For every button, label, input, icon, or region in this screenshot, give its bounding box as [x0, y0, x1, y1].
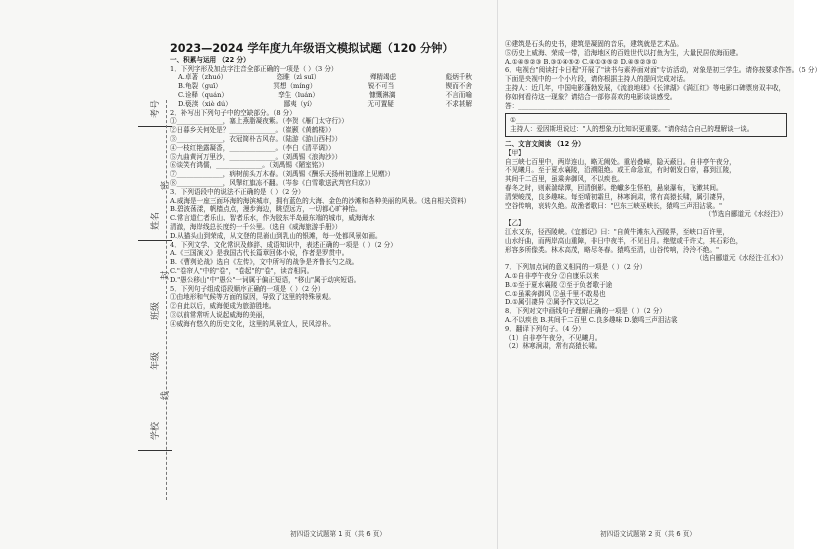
q1-opt: 锐不可当 [367, 82, 395, 91]
q6-line: 主持人：近几年，中国电影蓬勃发展，《流浪地球》《长津湖》《满江红》等电影口碑票房双丰收， [505, 83, 786, 92]
page-2-footer: 初四语文试题第 2 页（共 6 页） [600, 530, 696, 538]
passage-b-line: 山水纡曲，而两岸高山重障，非日中夜半，不见日月。绝壁或千许丈，其石彩色， [505, 236, 743, 245]
question-2: 2．补写出下列句子中的空缺部分。（8 分） [170, 108, 296, 117]
binding-label-school: 学校 [151, 421, 161, 440]
q6-box-line: ①________________________________ [510, 116, 622, 125]
binding-label-grade: 年级 [151, 351, 161, 370]
p2-top-line: ④建筑是石头的史书，建筑是凝固的音乐，建筑就是艺术品。 [505, 40, 684, 48]
q1-opt: 鄙夷（yí） [283, 99, 316, 108]
q4-line: C."卷帘人"中的"卷"，"卷起"的"卷"，读音相同。 [170, 266, 314, 275]
q3-line: C.常言道仁者乐山、智者乐水，作为胶东半岛最东端的城市，威海海水 [170, 214, 375, 223]
binding-label-seal-2: 封 [161, 270, 171, 280]
passage-a-line: 春冬之时，则素湍绿潭，回清倒影。绝巘多生怪柏，悬泉瀑布，飞漱其间。 [505, 183, 723, 192]
q1-opt: 冥想（míng） [273, 82, 317, 91]
binding-label-class: 班级 [151, 301, 161, 320]
q3-line: A.威海是一座三面环海的海滨城市，拥有蓝色的大海、金色的沙滩和各种美丽的风景。（选自相关资料） [170, 196, 471, 205]
q1-opt: 孪生（luán） [278, 90, 319, 99]
q2-line: ②日暮乡关何处是？______________。（崔颢《黄鹤楼》） [170, 126, 335, 135]
section-1-heading: 一、积累与运用 （22 分） [170, 55, 250, 64]
section-2-heading: 二、文言文阅读 （12 分） [505, 139, 585, 148]
q1-opt: 不求甚解 [445, 99, 472, 108]
q3-line: D.从猫头山到荣成，从文登的昆嵛山到乳山的银滩，每一处都风景如画。 [170, 231, 382, 240]
q4-line: A.《三国演义》是我国古代长篇章回体小说，作者是罗贯中。 [170, 249, 349, 258]
q6-line: 答：______________________________________________ [505, 101, 670, 110]
q1-options-row-b [170, 82, 492, 91]
passage-b-source: （选自郦道元《水经注·江水》） [695, 254, 787, 263]
passage-a-line: 自三峡七百里中，两岸连山，略无阙处。重岩叠嶂，隐天蔽日。自非亭午夜分， [505, 157, 736, 166]
passage-b-label: 【乙】 [505, 219, 525, 228]
question-6: 6．电视台"阅读打卡日程"开展了"读书与素养面对面"专访活动，对象是初三学生。请你按要求作答。（5 分） [505, 66, 821, 75]
q7-option: B.①至于夏水襄陵 ②至于负者歌于途 [505, 280, 613, 289]
q1-opt: 恣睢（zì suī） [276, 73, 321, 82]
q2-line: ③______________，衣冠简朴古风存。（陆游《游山西村》） [170, 134, 342, 143]
q1-opt: 慷慨淋漓 [369, 90, 396, 99]
binding-margin [0, 0, 171, 549]
q7-option: D.①属引凄异 ②属予作文以记之 [505, 298, 600, 307]
q5-line: ②自此以后，威海便成为旅游胜地。 [170, 302, 276, 311]
q6-box-line: 主持人：爱因斯坦说过："人的想象力比知识更重要。"请你结合自己的理解谈一谈。 [510, 125, 754, 134]
q4-line: B.《曹刿论战》选自《左传》，文中所写的战争是齐鲁长勺之战。 [170, 258, 359, 267]
q6-line: 你如何看待这一现象？请结合一部你喜欢的电影谈谈感受。 [505, 92, 677, 101]
passage-a-line: 清荣峻茂，良多趣味。每至晴初霜旦，林寒涧肃，常有高猿长啸，属引凄异， [505, 192, 730, 201]
q7-option: A.①自非亭午夜分 ②自康乐以来 [505, 271, 599, 280]
q3-line: B.碧波荡漾，帆樯点点，漫步海边，眺望远方，一切都心旷神怡。 [170, 205, 362, 214]
binding-dashed-line [166, 100, 167, 500]
binding-label-exam-no: 考号 [151, 99, 161, 118]
q9-line: （2）林寒涧肃，常有高猿长啸。 [505, 342, 602, 351]
q1-opt: B.龟裂（guī） [178, 82, 222, 91]
question-7: 7．下列加点词的意义相同的一项是（ ）（2 分） [505, 263, 647, 272]
page-divider [497, 0, 498, 549]
passage-a-line: 其间千二百里，虽乘奔御风，不以疾也。 [505, 175, 624, 184]
q1-opt: 锲而不舍 [445, 82, 472, 91]
passage-a-label: 【甲】 [505, 148, 525, 157]
passage-b-line: 形容多所像类。林木高茂，略尽冬春。猿鸣至清，山谷传响，泠泠不绝。" [505, 245, 720, 254]
q1-opt: C.诠释（quán） [178, 90, 228, 99]
q5-line: ①由地形和气候等方面的原因，导致了这里的特殊景观。 [170, 293, 335, 302]
question-1: 1．下列字形及加点字注音全部正确的一项是（ ）（3 分） [170, 64, 338, 73]
question-9: 9．翻译下列句子。（4 分） [505, 324, 585, 333]
binding-label-name: 姓名 [151, 211, 161, 230]
passage-b-line: 江水又东，径西陵峡。《宜都记》曰："自黄牛滩东入西陵界，至峡口百许里， [505, 227, 729, 236]
q5-line: ③以前常常听人说起威海的美丽， [170, 310, 269, 319]
q6-line: 下面是央视中的一个小片段，请你根据主持人的提问完成对话。 [505, 75, 690, 84]
passage-a-line: 不见曦月。至于夏水襄陵，沿溯阻绝。或王命急宣，有时朝发白帝，暮到江陵， [505, 166, 736, 175]
q2-line: ④一枝红艳露凝香，______________。（李白《清平调》） [170, 143, 335, 152]
q4-line: D."愚公移山"中"愚公"一词属于偏正短语，"移山"属于动宾短语。 [170, 275, 361, 284]
q1-options-row-a [170, 73, 492, 82]
p2-top-line: A.①④⑤②③ B.③①④⑤② C.④①③⑤② D.④⑤②③① [505, 57, 658, 66]
q1-opt: 彪炳千秋 [445, 73, 472, 82]
passage-a-line: 空谷传响，哀转久绝。故渔者歌曰："巴东三峡巫峡长，猿鸣三声泪沾裳。" [505, 201, 723, 210]
q2-line: ①______________，塞上燕脂凝夜紫。（李贺《雁门太守行》） [170, 117, 349, 126]
q2-line: ⑥谈笑有鸿儒，______________。（刘禹锡《陋室铭》） [170, 161, 329, 170]
q2-line: ⑤九曲黄河万里沙，______________。（刘禹锡《浪淘沙》） [170, 152, 342, 161]
question-8: 8．下列对文中画线句子理解正确的一项是（ ）（2 分） [505, 307, 666, 316]
q2-line: ⑧______________，风掣红旗冻不翻。（岑参《白雪歌送武判官归京》） [170, 178, 375, 187]
q9-line: （1）自非亭午夜分，不见曦月。 [505, 333, 602, 342]
q2-line: ⑦______________，病树前头万木春。（刘禹锡《酬乐天扬州初逢席上见赠》） [170, 170, 395, 179]
page-1 [170, 0, 492, 329]
p2-top-line: ⑤历史上威海、荣成一带，沿海地区的百姓世代以打鱼为生，大量民居依海而建。 [505, 48, 743, 57]
binding-label-line: 线 [161, 390, 171, 400]
q8-option: A.不以疾也 B.其间千二百里 C.良多趣味 D.猿鸣三声泪沾裳 [505, 315, 678, 324]
question-5: 5．下列句子组成语段顺序正确的一项是（ ）（2 分） [170, 284, 325, 293]
q1-opt: D.亵渎（xiè dú） [178, 99, 232, 108]
q1-opt: 无可置疑 [367, 99, 394, 108]
passage-a-source: （节选自郦道元《水经注》） [704, 210, 787, 219]
q7-option: C.①虽乘奔御风 ②虽千里不敢易也 [505, 289, 606, 298]
binding-label-seal-1: 密 [161, 180, 171, 190]
q6-answer-box [505, 113, 787, 137]
q1-opt: 不言而喻 [445, 90, 472, 99]
q5-line: ④威海有悠久的历史文化，这里的风景宜人，民风淳朴。 [170, 319, 335, 328]
exam-title: 2023—2024 学年度九年级语文模拟试题（120 分钟） [170, 42, 454, 55]
page-2 [505, 40, 821, 351]
q1-options-row-c [170, 91, 492, 100]
page-1-footer: 初四语文试题第 1 页（共 6 页） [290, 530, 386, 538]
q1-opt: A.卓著（zhuó） [178, 73, 228, 82]
q1-opt: 殚精竭虑 [369, 73, 397, 82]
q3-line: 清澈，海岸线总长度约一千公里。（选自《威海旅游手册》） [170, 222, 342, 231]
question-3: 3．下列语段中的说法不正确的是（ ）（2 分） [170, 187, 305, 196]
q1-options-row-d [170, 100, 492, 109]
question-4: 4．下列文学、文化常识及修辞、成语知识中，表述正确的一项是（ ）（2 分） [170, 240, 397, 249]
